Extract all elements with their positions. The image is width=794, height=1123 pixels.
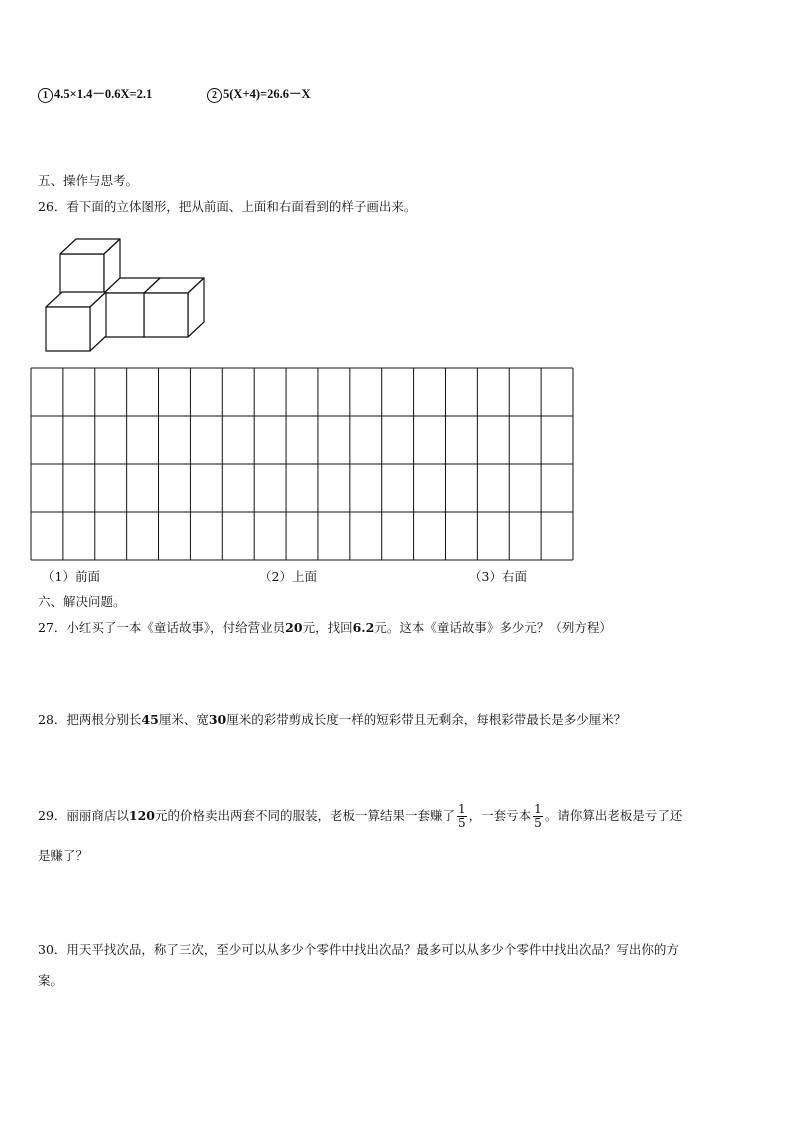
fraction-denominator: 5 — [534, 816, 542, 830]
question-27 — [38, 620, 612, 636]
question-28 — [38, 712, 626, 728]
q28-text-b: 厘米、宽 — [158, 712, 209, 727]
q29-text-b: 元的价格卖出两套不同的服装，老板一算结果一套赚了 — [155, 808, 456, 823]
q29-text-d: 。请你算出老板是亏了还 — [544, 808, 683, 823]
question-29 — [38, 803, 682, 830]
q27-text-c: 元。这本《童话故事》多少元？（列方程） — [374, 620, 612, 635]
question-30-line-1: 30．用天平找次品，称了三次，至少可以从多少个零件中找出次品？最多可以从多少个零件中找出次品？写出你的方 — [38, 942, 679, 957]
fraction-one-fifth-loss — [533, 803, 543, 830]
q27-text-a: 27．小红买了一本《童话故事》，付给营业员 — [38, 620, 286, 635]
equation-2 — [207, 84, 311, 103]
caption-right: （3）右面 — [469, 569, 527, 584]
q28-text-a: 28．把两根分别长 — [38, 712, 142, 727]
q29-text-c: ，一套亏本 — [468, 808, 532, 823]
equation-1-text: 4.5×1.4－0.6X=2.1 — [54, 87, 153, 101]
q28-number-width: 30 — [208, 712, 227, 727]
circled-number-1: 1 — [38, 88, 53, 103]
equation-1 — [38, 84, 152, 103]
section-6-title: 六、解决问题。 — [38, 594, 126, 609]
q28-text-c: 厘米的彩带剪成长度一样的短彩带且无剩余，每根彩带最长是多少厘米？ — [226, 712, 627, 727]
fraction-numerator: 1 — [534, 802, 542, 816]
cube-top-front-face — [60, 254, 104, 298]
cube-figure — [40, 232, 210, 354]
caption-front: （1）前面 — [42, 569, 100, 584]
fraction-denominator: 5 — [458, 816, 466, 830]
question-26: 26．看下面的立体图形，把从前面、上面和右面看到的样子画出来。 — [38, 199, 417, 214]
q27-number-change: 6.2 — [352, 620, 375, 635]
fraction-numerator: 1 — [458, 802, 466, 816]
fraction-one-fifth-gain — [457, 803, 467, 830]
q27-number-paid: 20 — [285, 620, 303, 635]
question-29-continued: 是赚了？ — [38, 848, 89, 863]
q27-text-b: 元，找回 — [302, 620, 353, 635]
caption-top: （2）上面 — [259, 569, 317, 584]
question-30-line-2: 案。 — [38, 973, 64, 988]
q28-number-length: 45 — [141, 712, 159, 727]
drawing-grid — [30, 367, 574, 561]
q29-number-price: 120 — [128, 808, 155, 823]
equation-2-text: 5(X+4)=26.6－X — [223, 87, 311, 101]
section-5-title: 五、操作与思考。 — [38, 173, 139, 188]
q29-text-a: 29．丽丽商店以 — [38, 808, 129, 823]
circled-number-2: 2 — [207, 88, 222, 103]
